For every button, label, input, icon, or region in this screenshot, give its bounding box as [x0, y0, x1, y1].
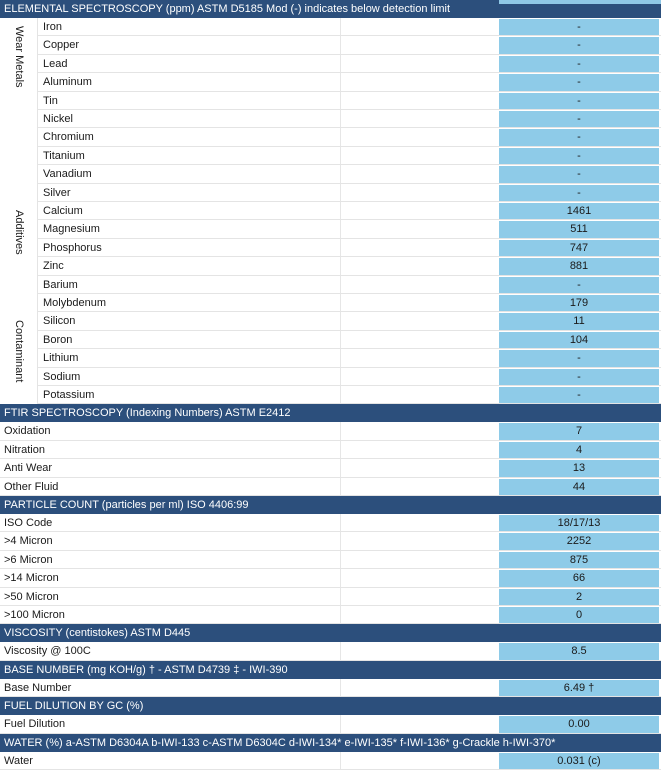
blank-cell — [340, 606, 499, 624]
element-label: Chromium — [43, 131, 94, 144]
row-value: 18/17/13 — [499, 515, 659, 532]
category-label: Contaminant — [12, 320, 25, 383]
category-contaminant — [0, 312, 38, 404]
data-row-iso-code — [0, 514, 661, 532]
row-value: 4 — [499, 442, 659, 459]
blank-cell — [340, 386, 499, 404]
element-row-sodium — [0, 368, 661, 386]
element-value: - — [499, 56, 659, 73]
blank-cell — [340, 514, 499, 532]
row-label: >4 Micron — [4, 535, 53, 548]
element-label: Calcium — [43, 205, 83, 217]
element-row-nickel — [0, 110, 661, 128]
blank-cell — [340, 294, 499, 312]
element-value: - — [499, 369, 659, 386]
row-label: Fuel Dilution — [4, 718, 66, 731]
element-label: Zinc — [43, 260, 64, 273]
element-row-tin — [0, 92, 661, 110]
blank-cell — [340, 36, 499, 54]
element-value: 179 — [499, 295, 659, 312]
section-header-particle-count-particles-per-m: PARTICLE COUNT (particles per ml) ISO 4406:99 — [0, 496, 661, 514]
blank-cell — [340, 128, 499, 146]
element-value: 747 — [499, 240, 659, 257]
element-row-lead — [0, 55, 661, 73]
section-header-water-a-astm-d6304a-b-iwi-133-: WATER (%) a-ASTM D6304A b-IWI-133 c-ASTM D6304C d-IWI-134* e-IWI-135* f-IWI-136* g-Crackle h-IWI-370* — [0, 734, 661, 752]
blank-cell — [340, 642, 499, 660]
blank-cell — [340, 459, 499, 477]
data-row-6-micron — [0, 551, 661, 569]
blank-cell — [340, 220, 499, 238]
element-row-lithium — [0, 349, 661, 367]
data-row-anti-wear — [0, 459, 661, 477]
element-label: Lithium — [43, 352, 79, 365]
blank-cell — [340, 368, 499, 386]
section-header-ftir-spectroscopy-indexing-num: FTIR SPECTROSCOPY (Indexing Numbers) ASTM E2412 — [0, 404, 661, 422]
data-row-14-micron — [0, 569, 661, 587]
element-row-silicon — [0, 312, 661, 330]
data-row-oxidation — [0, 422, 661, 440]
element-value: - — [499, 74, 659, 91]
element-row-calcium — [0, 202, 661, 220]
row-label: Base Number — [4, 681, 72, 694]
blank-cell — [340, 422, 499, 440]
data-row-base-number — [0, 679, 661, 697]
blank-cell — [340, 331, 499, 349]
element-label: Phosphorus — [43, 241, 102, 254]
element-label: Silver — [43, 186, 71, 199]
element-row-potassium — [0, 386, 661, 404]
element-row-iron — [0, 18, 661, 36]
element-value: 881 — [499, 258, 659, 275]
blank-cell — [340, 715, 499, 733]
element-label: Potassium — [43, 389, 95, 401]
blank-cell — [340, 752, 499, 770]
row-label: >50 Micron — [4, 590, 59, 603]
element-label: Magnesium — [43, 223, 100, 236]
blank-cell — [340, 18, 499, 36]
blank-cell — [340, 110, 499, 128]
element-value: - — [499, 166, 659, 183]
row-value: 7 — [499, 423, 659, 440]
element-value: - — [499, 111, 659, 128]
element-value: 104 — [499, 332, 659, 349]
element-value: - — [499, 350, 659, 367]
element-value: 11 — [499, 313, 659, 330]
blank-cell — [340, 165, 499, 183]
element-row-zinc — [0, 257, 661, 275]
category-label: Wear Metals — [12, 26, 25, 88]
element-row-titanium — [0, 147, 661, 165]
element-value: - — [499, 148, 659, 165]
row-label: Oxidation — [4, 425, 51, 438]
row-label: >100 Micron — [4, 609, 65, 621]
blank-cell — [340, 588, 499, 606]
blank-cell — [340, 147, 499, 165]
element-value: - — [499, 277, 659, 294]
blank-cell — [340, 55, 499, 73]
data-row-water — [0, 752, 661, 770]
blank-cell — [340, 569, 499, 587]
data-row-fuel-dilution — [0, 715, 661, 733]
row-value: 0.00 — [499, 716, 659, 733]
category-wear-metals — [0, 18, 38, 202]
blank-cell — [340, 532, 499, 550]
element-label: Barium — [43, 278, 78, 291]
blank-cell — [340, 202, 499, 220]
element-row-silver — [0, 184, 661, 202]
element-row-boron — [0, 331, 661, 349]
element-label: Sodium — [43, 370, 81, 383]
row-value: 44 — [499, 479, 659, 496]
element-label: Lead — [43, 57, 68, 70]
element-value: 511 — [499, 221, 659, 238]
blank-cell — [340, 239, 499, 257]
data-row-other-fluid — [0, 478, 661, 496]
element-row-magnesium — [0, 220, 661, 238]
blank-cell — [340, 257, 499, 275]
element-value: - — [499, 93, 659, 110]
row-label: Nitration — [4, 443, 45, 456]
data-row-50-micron — [0, 588, 661, 606]
blank-cell — [340, 349, 499, 367]
element-value: - — [499, 185, 659, 202]
row-label: >14 Micron — [4, 572, 59, 585]
element-row-copper — [0, 36, 661, 54]
element-row-vanadium — [0, 165, 661, 183]
blank-cell — [340, 92, 499, 110]
element-label: Silicon — [43, 315, 76, 328]
element-label: Boron — [43, 333, 73, 346]
element-label: Copper — [43, 39, 80, 52]
row-label: ISO Code — [4, 517, 53, 529]
row-label: Viscosity @ 100C — [4, 645, 91, 658]
blank-cell — [340, 276, 499, 294]
row-value: 875 — [499, 552, 659, 569]
blank-cell — [340, 679, 499, 697]
blank-cell — [340, 184, 499, 202]
section-header-fuel-dilution-by-gc: FUEL DILUTION BY GC (%) — [0, 697, 661, 715]
row-value: 13 — [499, 460, 659, 477]
element-value: - — [499, 129, 659, 146]
element-row-barium — [0, 276, 661, 294]
blank-cell — [340, 312, 499, 330]
element-label: Tin — [43, 94, 58, 107]
data-row-100-micron — [0, 606, 661, 624]
element-row-aluminum — [0, 73, 661, 91]
row-value: 2 — [499, 589, 659, 606]
row-value: 0.031 (c) — [499, 753, 659, 770]
element-label: Aluminum — [43, 76, 92, 89]
section-header-viscosity-centistokes-astm-d44: VISCOSITY (centistokes) ASTM D445 — [0, 624, 661, 642]
header-accent-strip — [499, 0, 661, 4]
blank-cell — [340, 551, 499, 569]
element-row-molybdenum — [0, 294, 661, 312]
element-label: Molybdenum — [43, 297, 106, 309]
blank-cell — [340, 441, 499, 459]
element-label: Nickel — [43, 113, 73, 125]
row-value: 6.49 † — [499, 680, 659, 697]
category-label: Additives — [12, 210, 25, 255]
element-value: - — [499, 19, 659, 36]
section-header-base-number-mg-koh-g-astm-d473: BASE NUMBER (mg KOH/g) † - ASTM D4739 ‡ - IWI-390 — [0, 661, 661, 679]
element-value: - — [499, 37, 659, 54]
row-label: Other Fluid — [4, 480, 59, 493]
blank-cell — [340, 478, 499, 496]
row-value: 66 — [499, 570, 659, 587]
row-value: 2252 — [499, 533, 659, 550]
data-row-4-micron — [0, 532, 661, 550]
data-row-viscosity-100c — [0, 642, 661, 660]
row-label: >6 Micron — [4, 553, 53, 566]
element-row-phosphorus — [0, 239, 661, 257]
data-row-nitration — [0, 441, 661, 459]
row-value: 8.5 — [499, 643, 659, 660]
row-label: Water — [4, 754, 33, 767]
category-additives — [0, 202, 38, 312]
element-label: Iron — [43, 21, 62, 33]
element-row-chromium — [0, 128, 661, 146]
blank-cell — [340, 73, 499, 91]
element-value: - — [499, 387, 659, 404]
element-value: 1461 — [499, 203, 659, 220]
element-label: Titanium — [43, 149, 85, 162]
element-label: Vanadium — [43, 168, 92, 181]
row-label: Anti Wear — [4, 462, 53, 475]
row-value: 0 — [499, 607, 659, 624]
section-header-elemental: ELEMENTAL SPECTROSCOPY (ppm) ASTM D5185 Mod (-) indicates below detection limit — [0, 0, 661, 18]
